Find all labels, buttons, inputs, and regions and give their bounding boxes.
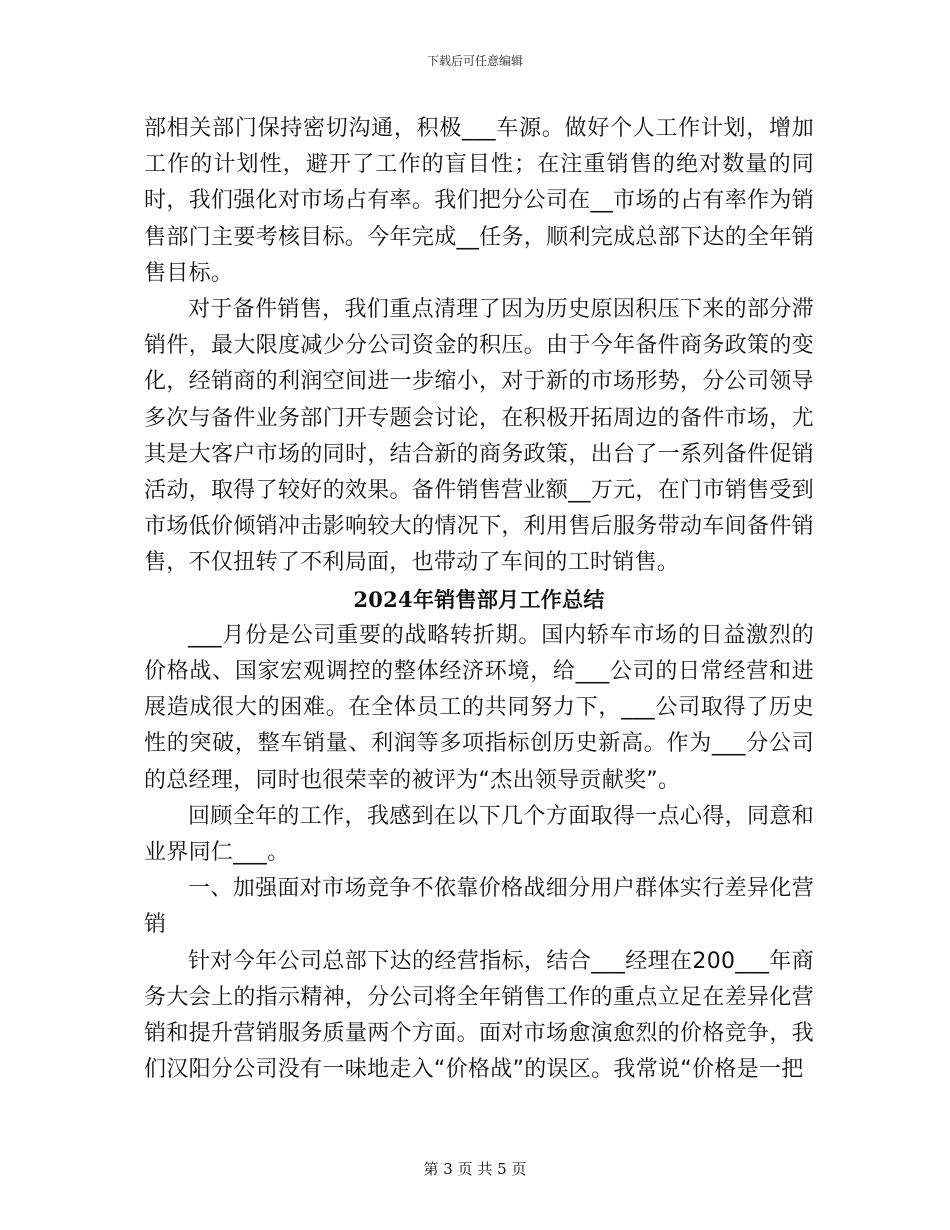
section-heading: 2024年销售部月工作总结: [353, 586, 605, 612]
page-footer: 第 3 页 共 5 页: [423, 1160, 527, 1178]
paragraph: ___月份是公司重要的战略转折期。国内轿车市场的日益激烈的价格战、国家宏观调控的整体经济环境，给___公司的日常经营和进展造成很大的困难。在全体员工的共同努力下，___公司取得了历史性的突破，整车销量、利润等多项指标创历史新高。作为___分公司的总经理，同时也很荣幸的被评为“杰出领导贡献奖”。: [144, 622, 814, 793]
paragraph: 一、加强面对市场竞争不依靠价格战细分用户群体实行差异化营销: [144, 876, 814, 938]
paragraph: 对于备件销售，我们重点清理了因为历史原因积压下来的部分滞销件，最大限度减少分公司资金的积压。由于今年备件商务政策的变化，经销商的利润空间进一步缩小，对于新的市场形势，分公司领导多次与备件业务部门开专题会讨论，在积极开拓周边的备件市场，尤其是大客户市场的同时，结合新的商务政策，出台了一系列备件促销活动，取得了较好的效果。备件销售营业额__万元，在门市销售受到市场低价倾销冲击影响较大的情况下，利用售后服务带动车间备件销售，不仅扭转了不利局面，也带动了车间的工时销售。: [144, 297, 814, 576]
page-header: 下载后可任意编辑: [426, 54, 523, 68]
paragraph: 回顾全年的工作，我感到在以下几个方面取得一点心得，同意和业界同仁___。: [144, 803, 814, 866]
document-body: [144, 111, 814, 1088]
paragraph: 针对今年公司总部下达的经营指标，结合___经理在200___年商务大会上的指示精神，分公司将全年销售工作的重点立足在差异化营销和提升营销服务质量两个方面。面对市场愈演愈烈的价格竞争，我们汉阳分公司没有一味地走入“价格战”的误区。我常说“价格是一把: [144, 948, 814, 1083]
paragraph: 部相关部门保持密切沟通，积极___车源。做好个人工作计划，增加工作的计划性，避开了工作的盲目性；在注重销售的绝对数量的同时，我们强化对市场占有率。我们把分公司在__市场的占有率作为销售部门主要考核目标。今年完成__任务，顺利完成总部下达的全年销售目标。: [144, 116, 814, 286]
